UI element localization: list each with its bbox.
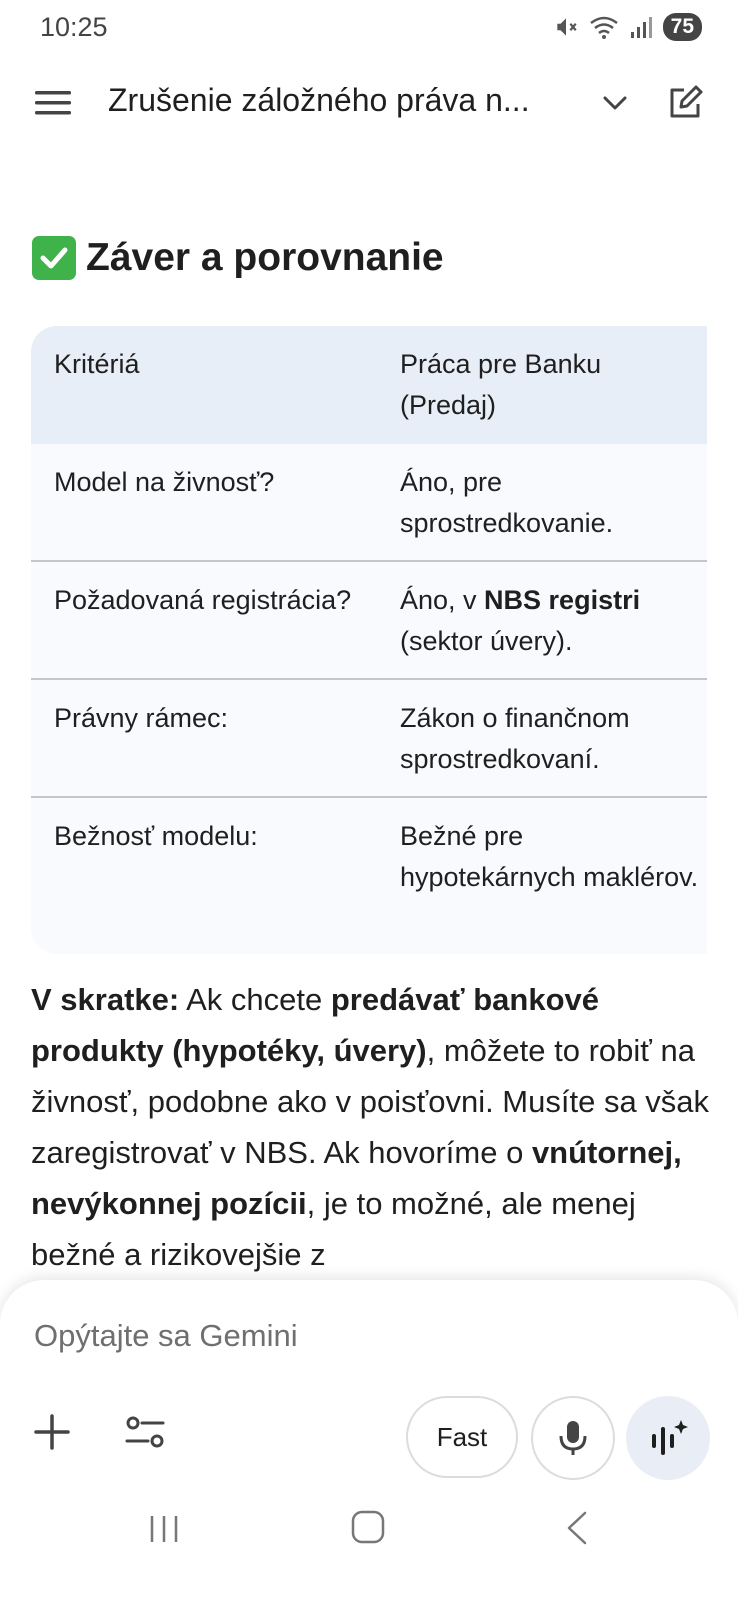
microphone-button[interactable] xyxy=(531,1396,615,1480)
plus-icon xyxy=(32,1412,72,1452)
status-icons xyxy=(553,13,702,41)
table-cell-value: Áno, v NBS registri (sektor úvery). xyxy=(400,585,641,656)
add-attachment-button[interactable] xyxy=(32,1412,72,1452)
sparkle-waveform-icon xyxy=(648,1418,688,1458)
edit-icon xyxy=(666,84,704,122)
back-button[interactable] xyxy=(563,1510,589,1546)
comparison-table[interactable] xyxy=(31,326,707,954)
home-icon xyxy=(350,1509,386,1545)
model-mode-button[interactable]: Fast xyxy=(406,1396,518,1478)
table-cell-criterion: Právny rámec: xyxy=(54,703,229,733)
table-row xyxy=(31,444,707,562)
microphone-icon xyxy=(558,1419,588,1457)
prompt-composer xyxy=(0,1280,738,1480)
recent-apps-icon xyxy=(146,1512,182,1546)
tools-button[interactable] xyxy=(124,1412,166,1452)
system-navigation-bar xyxy=(0,1480,738,1600)
signal-icon xyxy=(629,14,653,40)
table-header-row xyxy=(31,326,707,444)
back-icon xyxy=(563,1510,589,1546)
home-button[interactable] xyxy=(350,1509,386,1545)
summary-paragraph: V skratke: Ak chcete predávať bankové produkty (hypotéky, úvery), môžete to robiť na živnosť, podobne ako v poisťovni. Musíte sa však zaregistrovať v NBS. Ak hovoríme o vnútornej, nevýkonnej pozícii, je to možné, ale menej bežné a rizikovejšie z xyxy=(31,982,710,1272)
new-chat-button[interactable] xyxy=(666,84,704,122)
prompt-input[interactable] xyxy=(34,1314,634,1358)
table-cell-value: Áno, pre sprostredkovanie. xyxy=(400,467,614,538)
top-app-bar xyxy=(0,60,738,148)
title-dropdown-button[interactable] xyxy=(600,88,630,118)
mute-icon xyxy=(553,14,579,40)
table-row xyxy=(31,562,707,680)
table-cell-criterion: Požadovaná registrácia? xyxy=(54,585,352,615)
menu-button[interactable] xyxy=(34,88,72,118)
hamburger-menu-icon xyxy=(34,88,72,118)
table-header-bank: Práca pre Banku (Predaj) xyxy=(400,349,602,420)
table-cell-criterion: Model na živnosť? xyxy=(54,467,275,497)
chevron-down-icon xyxy=(600,88,630,118)
status-bar xyxy=(0,0,738,60)
battery-indicator: 75 xyxy=(663,13,702,41)
table-header-criteria: Kritériá xyxy=(54,349,140,379)
tools-icon xyxy=(124,1412,166,1452)
table-row xyxy=(31,798,707,954)
response-content[interactable] xyxy=(0,148,738,1288)
chat-title[interactable]: Zrušenie záložného práva n... xyxy=(108,82,530,118)
wifi-icon xyxy=(589,14,619,40)
recent-apps-button[interactable] xyxy=(146,1512,182,1546)
section-heading-text: Záver a porovnanie xyxy=(86,236,444,279)
table-cell-value: Zákon o finančnom sprostredkovaní. xyxy=(400,703,630,774)
section-heading xyxy=(32,236,444,280)
table-row xyxy=(31,680,707,798)
status-time: 10:25 xyxy=(40,12,108,42)
check-mark-icon xyxy=(32,236,76,280)
live-mode-button[interactable] xyxy=(626,1396,710,1480)
table-cell-value: Bežné pre hypotekárnych maklérov. xyxy=(400,821,699,892)
table-cell-criterion: Bežnosť modelu: xyxy=(54,821,258,851)
